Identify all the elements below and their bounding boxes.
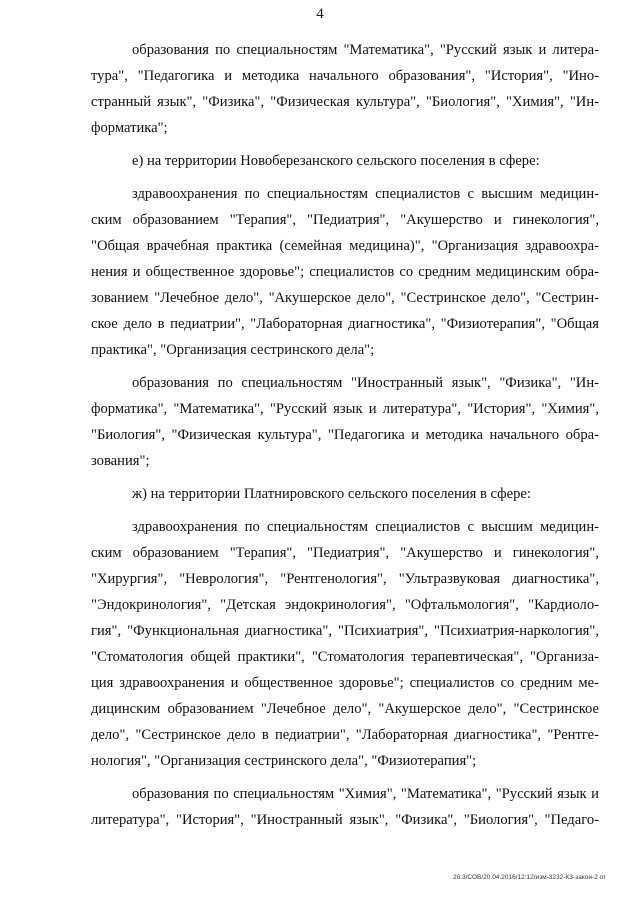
text-line: гия", "Функциональная диагностика", "Психиатрия", "Психиатрия-наркология", <box>91 623 599 639</box>
text-line: нология", "Организация сестринского дела", "Физиотерапия"; <box>91 753 477 769</box>
text-line: дело", "Сестринское дело в педиатрии", "Лабораторная диагностика", "Рентге- <box>91 727 599 743</box>
text-line: "Эндокринология", "Детская эндокринология", "Офтальмология", "Кардиоло- <box>91 597 599 613</box>
text-line: странный язык", "Физика", "Физическая культура", "Биология", "Химия", "Ин- <box>91 94 599 110</box>
section-heading-zh: ж) на территории Платнировского сельского поселения в сфере: <box>132 486 531 502</box>
text-line: образования по специальностям "Иностранный язык", "Физика", "Ин- <box>132 375 599 391</box>
text-line: нения и общественное здоровье"; специалистов со средним медицинским обра- <box>91 264 599 280</box>
text-line: "Хирургия", "Неврология", "Рентгенология", "Ультразвуковая диагностика", <box>91 571 599 587</box>
text-line: образования по специальностям "Химия", "Математика", "Русский язык и <box>132 786 599 802</box>
text-line: здравоохранения по специальностям специалистов с высшим медицин- <box>132 519 599 535</box>
section-heading-e: е) на территории Новоберезанского сельского поселения в сфере: <box>132 153 540 169</box>
text-line: тура", "Педагогика и методика начального образования", "История", "Ино- <box>91 68 599 84</box>
text-line: ское дело в педиатрии", "Лабораторная диагностика", "Физиотерапия", "Общая <box>91 316 599 332</box>
text-line: "Биология", "Физическая культура", "Педагогика и методика начального обра- <box>91 427 599 443</box>
text-line: образования по специальностям "Математика", "Русский язык и литера- <box>132 42 599 58</box>
text-line: "Общая врачебная практика (семейная медицина)", "Организация здравоохра- <box>91 238 599 254</box>
text-line: форматика", "Математика", "Русский язык и литература", "История", "Химия", <box>91 401 599 417</box>
text-line: здравоохранения по специальностям специалистов с высшим медицин- <box>132 186 599 202</box>
text-line: ция здравоохранения и общественное здоровье"; специалистов со средним ме- <box>91 675 599 691</box>
text-line: зования"; <box>91 453 150 469</box>
text-line: ским образованием "Терапия", "Педиатрия", "Акушерство и гинекология", <box>91 545 599 561</box>
text-line: дицинским образованием "Лечебное дело", "Акушерское дело", "Сестринское <box>91 701 599 717</box>
page-number: 4 <box>316 6 324 22</box>
document-body <box>91 37 599 833</box>
footer-document-reference: 20.3/СОВ/20.04.2016/12:12/изм-3232-КЗ-закон-2 от <box>452 874 606 881</box>
text-line: форматика"; <box>91 120 168 136</box>
text-line: зованием "Лечебное дело", "Акушерское дело", "Сестринское дело", "Сестрин- <box>91 290 599 306</box>
text-line: практика", "Организация сестринского дела"; <box>91 342 375 358</box>
text-line: ским образованием "Терапия", "Педиатрия", "Акушерство и гинекология", <box>91 212 599 228</box>
text-line: литература", "История", "Иностранный язык", "Физика", "Биология", "Педаго- <box>91 812 599 828</box>
text-line: "Стоматология общей практики", "Стоматология терапевтическая", "Организа- <box>91 649 599 665</box>
